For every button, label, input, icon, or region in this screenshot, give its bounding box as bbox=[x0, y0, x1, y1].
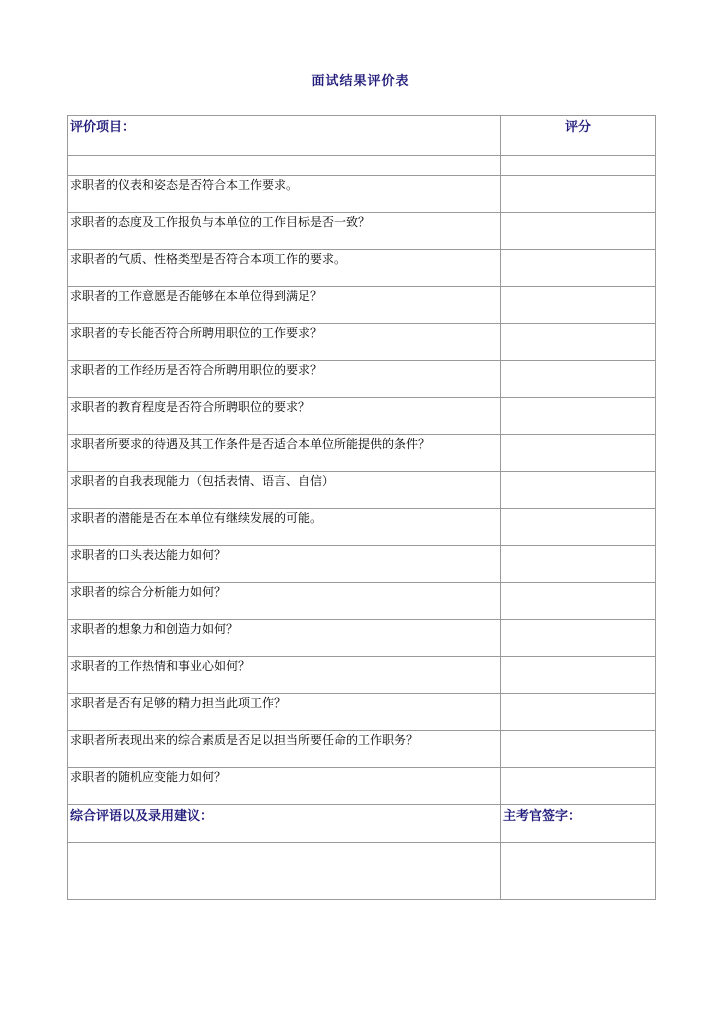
table-row bbox=[68, 472, 656, 509]
score-cell[interactable] bbox=[501, 287, 656, 324]
table-row bbox=[68, 435, 656, 472]
score-cell[interactable] bbox=[501, 250, 656, 287]
table-row bbox=[68, 620, 656, 657]
criterion-text: 求职者的气质、性格类型是否符合本项工作的要求。 bbox=[68, 250, 501, 287]
criterion-text: 求职者的态度及工作报负与本单位的工作目标是否一致？ bbox=[68, 213, 501, 250]
criterion-text: 求职者的仪表和姿态是否符合本工作要求。 bbox=[68, 176, 501, 213]
item-column-header: 评价项目： bbox=[68, 116, 501, 156]
score-cell[interactable] bbox=[501, 361, 656, 398]
criterion-text: 求职者的综合分析能力如何？ bbox=[68, 583, 501, 620]
score-cell[interactable] bbox=[501, 176, 656, 213]
table-row bbox=[68, 731, 656, 768]
score-cell[interactable] bbox=[501, 213, 656, 250]
table-row bbox=[68, 768, 656, 805]
evaluation-table bbox=[67, 115, 656, 900]
summary-body-row bbox=[68, 843, 656, 900]
table-row bbox=[68, 398, 656, 435]
criterion-text: 求职者的专长能否符合所聘用职位的工作要求？ bbox=[68, 324, 501, 361]
score-cell[interactable] bbox=[501, 546, 656, 583]
table-row bbox=[68, 657, 656, 694]
score-column-header: 评分 bbox=[501, 116, 656, 156]
criterion-text: 求职者的工作热情和事业心如何？ bbox=[68, 657, 501, 694]
criterion-text: 求职者的工作意愿是否能够在本单位得到满足？ bbox=[68, 287, 501, 324]
score-cell[interactable] bbox=[501, 620, 656, 657]
score-cell[interactable] bbox=[501, 768, 656, 805]
table-row bbox=[68, 250, 656, 287]
criterion-text: 求职者的工作经历是否符合所聘用职位的要求？ bbox=[68, 361, 501, 398]
blank-cell bbox=[68, 156, 501, 176]
blank-row bbox=[68, 156, 656, 176]
comment-label: 综合评语以及录用建议： bbox=[68, 805, 501, 843]
score-cell[interactable] bbox=[501, 472, 656, 509]
criterion-text: 求职者所要求的待遇及其工作条件是否适合本单位所能提供的条件？ bbox=[68, 435, 501, 472]
comment-field[interactable] bbox=[68, 843, 501, 900]
score-cell[interactable] bbox=[501, 657, 656, 694]
score-cell[interactable] bbox=[501, 731, 656, 768]
signature-field[interactable] bbox=[501, 843, 656, 900]
score-cell[interactable] bbox=[501, 509, 656, 546]
score-cell[interactable] bbox=[501, 435, 656, 472]
table-row bbox=[68, 361, 656, 398]
table-row bbox=[68, 176, 656, 213]
blank-score-cell[interactable] bbox=[501, 156, 656, 176]
score-cell[interactable] bbox=[501, 694, 656, 731]
table-header-row bbox=[68, 116, 656, 156]
criterion-text: 求职者的随机应变能力如何？ bbox=[68, 768, 501, 805]
page-title: 面试结果评价表 bbox=[311, 74, 410, 89]
criterion-text: 求职者的口头表达能力如何？ bbox=[68, 546, 501, 583]
score-cell[interactable] bbox=[501, 398, 656, 435]
table-row bbox=[68, 213, 656, 250]
criterion-text: 求职者所表现出来的综合素质是否足以担当所要任命的工作职务？ bbox=[68, 731, 501, 768]
table-row bbox=[68, 694, 656, 731]
score-cell[interactable] bbox=[501, 324, 656, 361]
criterion-text: 求职者的自我表现能力（包括表情、语言、自信） bbox=[68, 472, 501, 509]
table-row bbox=[68, 583, 656, 620]
score-cell[interactable] bbox=[501, 583, 656, 620]
table-row bbox=[68, 287, 656, 324]
table-row bbox=[68, 546, 656, 583]
criterion-text: 求职者的潜能是否在本单位有继续发展的可能。 bbox=[68, 509, 501, 546]
criterion-text: 求职者是否有足够的精力担当此项工作？ bbox=[68, 694, 501, 731]
table-row bbox=[68, 509, 656, 546]
table-row bbox=[68, 324, 656, 361]
signature-label: 主考官签字： bbox=[501, 805, 656, 843]
criterion-text: 求职者的想象力和创造力如何？ bbox=[68, 620, 501, 657]
criterion-text: 求职者的教育程度是否符合所聘职位的要求？ bbox=[68, 398, 501, 435]
summary-header-row bbox=[68, 805, 656, 843]
